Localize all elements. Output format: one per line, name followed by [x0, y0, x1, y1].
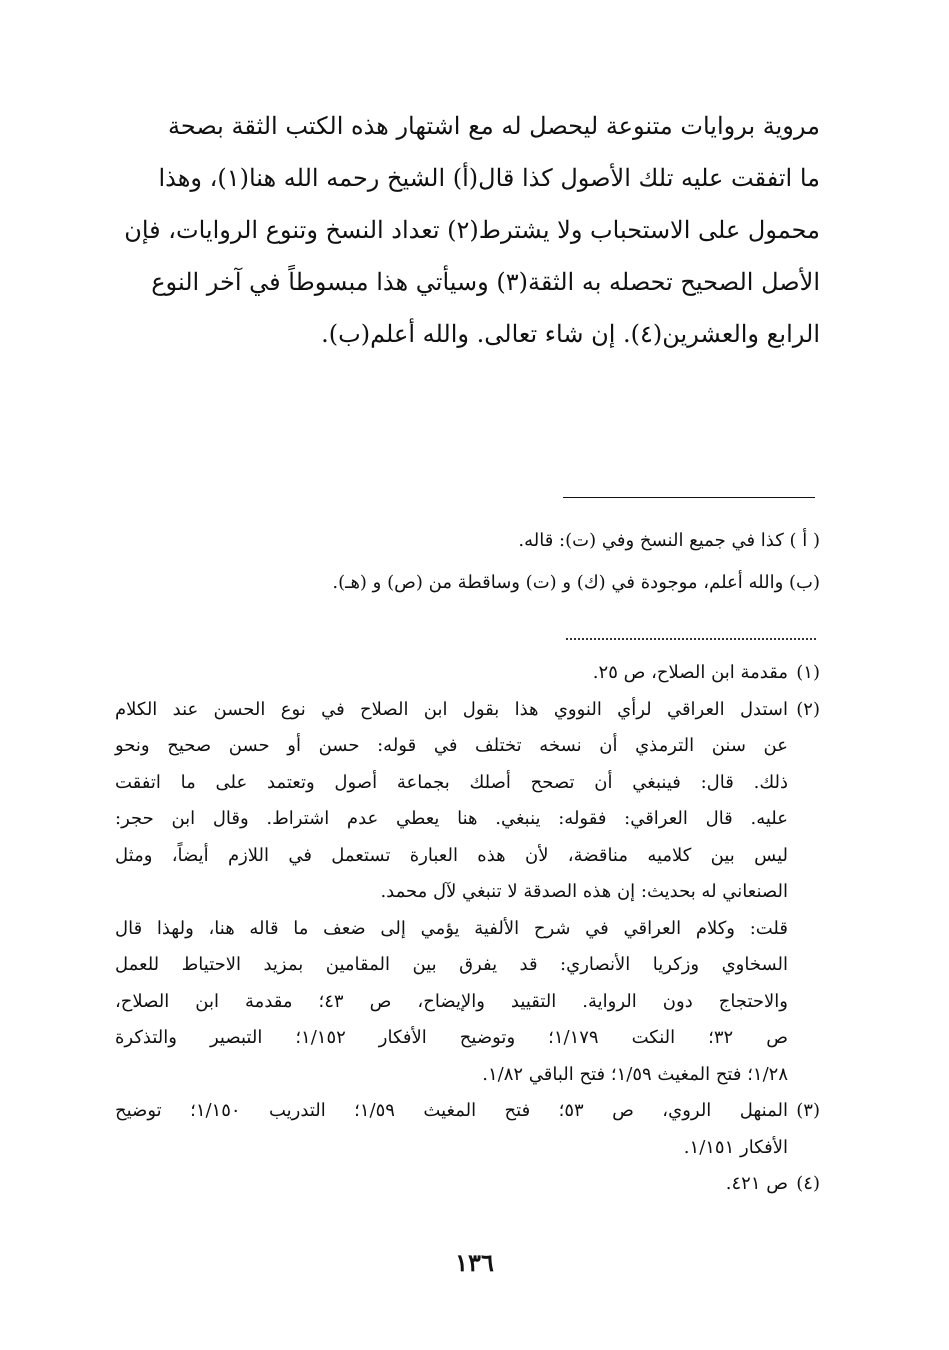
footnote-line: ص ٤٢١. [725, 1173, 788, 1194]
footnote-line: استدل العراقي لرأي النووي هذا بقول ابن الصلاح في نوع الحسن عند الكلام [115, 698, 788, 720]
footnote-line: مقدمة ابن الصلاح، ص ٢٥. [592, 662, 788, 683]
footnote-number: (١) [796, 662, 820, 683]
footnote-line: والاحتجاج دون الرواية. التقييد والإيضاح، ص ٤٣؛ مقدمة ابن الصلاح، [115, 990, 788, 1012]
footnote-number: (٢) [796, 698, 820, 720]
variant-notes-divider [563, 497, 815, 498]
variant-notes [200, 520, 820, 604]
footnote-line: ليس بين كلاميه مناقضة، لأن هذه العبارة تستعمل في اللازم أيضاً، ومثل [115, 844, 788, 866]
main-text-line: الأصل الصحيح تحصله به الثقة(٣) وسيأتي هذا مبسوطاً في آخر النوع [151, 268, 820, 296]
footnote-line: المنهل الروي، ص ٥٣؛ فتح المغيث ١/٥٩؛ التدريب ١/١٥٠؛ توضيح [115, 1100, 788, 1121]
footnote-text [115, 1166, 788, 1203]
footnote-text [115, 1093, 788, 1166]
footnote-line: الصنعاني له بحديث: إن هذه الصدقة لا تنبغي لآل محمد. [380, 881, 788, 902]
footnote-line: ص ٣٢؛ النكت ١/١٧٩؛ وتوضيح الأفكار ١/١٥٢؛ التبصير والتذكرة [115, 1027, 788, 1048]
main-text-line: محمول على الاستحباب ولا يشترط(٢) تعداد النسخ وتنوع الروايات، فإن [124, 216, 820, 244]
footnote-text [115, 692, 788, 1094]
footnote-line: قلت: وكلام العراقي في شرح الألفية يؤمي إلى ضعف ما قاله هنا، ولهذا قال [115, 917, 788, 939]
main-text-line: ما اتفقت عليه تلك الأصول كذا قال(أ) الشيخ رحمه الله هنا(١)، وهذا [158, 164, 820, 192]
footnote-line: عن سنن الترمذي أن نسخه تختلف في قوله: حسن أو حسن صحيح ونحو [115, 735, 788, 756]
footnotes [115, 655, 820, 1203]
footnote [115, 692, 820, 1094]
main-text-line: مروية بروايات متنوعة ليحصل له مع اشتهار هذه الكتب الثقة بصحة [168, 112, 820, 140]
main-text [115, 100, 820, 360]
variant-note: (ب) والله أعلم، موجودة في (ك) و (ت) وساقطة من (ص) و (هـ). [332, 572, 820, 593]
footnote-line: عليه. قال العراقي: فقوله: ينبغي. هنا يعطي عدم اشتراط. وقال ابن حجر: [115, 808, 788, 829]
footnote-text [115, 655, 788, 692]
footnote-line: ١/٢٨؛ فتح المغيث ١/٥٩؛ فتح الباقي ١/٨٢. [482, 1063, 788, 1085]
main-text-line: الرابع والعشرين(٤). إن شاء تعالى. والله أعلم(ب). [321, 320, 820, 348]
footnote-line: السخاوي وزكريا الأنصاري: قد يفرق بين المقامين بمزيد الاحتياط للعمل [115, 954, 788, 975]
footnote-line: ذلك. قال: فينبغي أن تصحح أصلك بجماعة أصول وتعتمد على ما اتفقت [115, 771, 788, 793]
footnote [115, 1166, 820, 1203]
footnote-number: (٤) [796, 1173, 820, 1194]
footnote [115, 1093, 820, 1166]
page-number: ١٣٦ [455, 1248, 494, 1277]
variant-note: ( أ ) كذا في جميع النسخ وفي (ت): قاله. [518, 530, 820, 551]
footnote-line: الأفكار ١/١٥١. [683, 1136, 788, 1158]
footnote-number: (٣) [796, 1100, 820, 1121]
footnotes-divider [566, 638, 816, 640]
footnote [115, 655, 820, 692]
